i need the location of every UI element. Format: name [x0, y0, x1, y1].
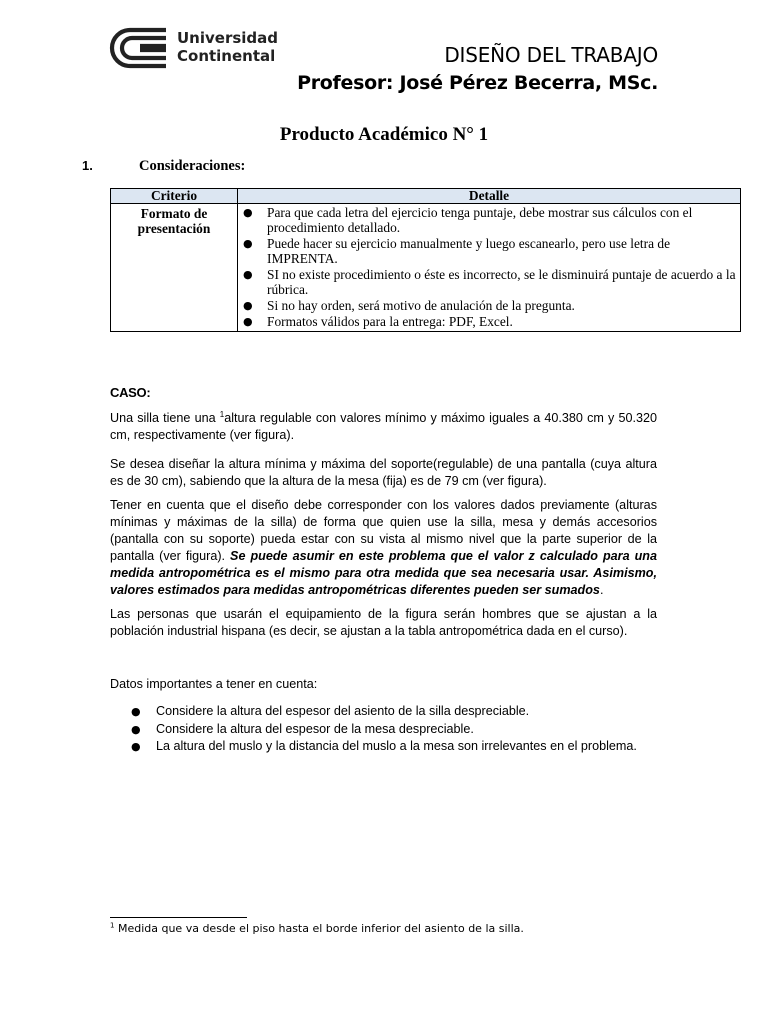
- bullet-icon: ●: [131, 740, 141, 753]
- header-detalle: Detalle: [238, 189, 741, 204]
- footnote-separator: [110, 917, 247, 918]
- detail-text: Para que cada letra del ejercicio tenga puntaje, debe mostrar sus cálculos con el procedimiento detallado.: [267, 205, 693, 235]
- case-paragraph-1: [110, 410, 657, 444]
- university-logo: [108, 26, 278, 70]
- list-item: [238, 298, 736, 313]
- logo-line-2: Continental: [177, 47, 276, 65]
- list-item: [238, 236, 736, 266]
- footnote: [110, 922, 524, 936]
- list-item: [238, 314, 736, 329]
- list-item: [238, 205, 736, 235]
- table-row: [111, 204, 741, 332]
- bullet-icon: ●: [243, 299, 253, 312]
- list-item: [110, 721, 637, 739]
- paragraph-end: .: [599, 583, 604, 597]
- criterion-cell: Formato de presentación: [111, 204, 238, 332]
- bullet-text: Considere la altura del espesor del asiento de la silla despreciable.: [156, 704, 530, 718]
- footnote-mark: 1: [110, 921, 115, 930]
- case-paragraph-4: Las personas que usarán el equipamiento de la figura serán hombres que se ajustan a la población industrial hispana (es decir, se ajustan a la tabla antropométrica dada en el curso).: [110, 607, 657, 638]
- bullet-icon: ●: [243, 237, 253, 250]
- footnote-ref: 1: [219, 409, 225, 419]
- case-heading: CASO:: [110, 385, 151, 400]
- important-data-list: [110, 703, 637, 756]
- section-number: 1.: [82, 158, 93, 173]
- paragraph-text: Tener en cuenta que el diseño debe corresponder con los valores dados previamente (alturas mínimas y máximas de la silla) de forma que quien use la silla, mesa y demás accesorios (pantalla con su soporte) pueda estar con su vista al mismo nivel que la parte superior de la pantalla (ver figura).: [110, 498, 657, 563]
- paragraph-text: altura regulable con valores mínimo y máximo iguales a 40.380 cm y 50.320 cm, respectivamente (ver figura).: [110, 411, 657, 442]
- criteria-table: [110, 188, 741, 332]
- bullet-icon: ●: [243, 315, 253, 328]
- list-item: [110, 703, 637, 721]
- case-paragraph-3: [110, 497, 657, 599]
- logo-line-1: Universidad: [177, 29, 279, 47]
- section-title: Consideraciones:: [139, 158, 246, 174]
- bullet-icon: ●: [131, 722, 141, 736]
- section-heading: [82, 158, 245, 175]
- table-header-row: [111, 189, 741, 204]
- list-item: [238, 267, 736, 297]
- logo-wordmark: [177, 29, 278, 65]
- logo-emblem-icon: [108, 26, 170, 70]
- paragraph-text: Una silla tiene una: [110, 411, 220, 425]
- detail-text: SI no existe procedimiento o éste es incorrecto, se le disminuirá puntaje de acuerdo a la rúbrica.: [267, 267, 736, 297]
- document-title: Producto Académico N° 1: [279, 124, 489, 145]
- header-criterio: Criterio: [111, 189, 238, 204]
- detail-text: Puede hacer su ejercicio manualmente y luego escanearlo, pero use letra de IMPRENTA.: [267, 236, 671, 266]
- course-title: DISEÑO DEL TRABAJO: [444, 43, 658, 67]
- emphasis-text: Se puede asumir en este problema que el valor z calculado para una medida antropométrica es el mismo para otra medida que sea necesaria usar. Asimismo, valores estimados para medidas antropométricas diferentes pueden ser sumados: [110, 549, 657, 597]
- bullet-icon: ●: [131, 705, 141, 718]
- detail-text: Si no hay orden, será motivo de anulación de la pregunta.: [267, 298, 575, 313]
- bullet-icon: ●: [243, 268, 253, 281]
- case-paragraph-2: Se desea diseñar la altura mínima y máxima del soporte(regulable) de una pantalla (cuya altura es de 30 cm), sabiendo que la altura de la mesa (fija) es de 79 cm (ver figura).: [110, 457, 657, 488]
- list-item: [110, 738, 637, 756]
- professor-name: Profesor: José Pérez Becerra, MSc.: [297, 72, 658, 94]
- bullet-text: La altura del muslo y la distancia del muslo a la mesa son irrelevantes en el problema.: [156, 739, 637, 753]
- detail-text: Formatos válidos para la entrega: PDF, Excel.: [267, 314, 513, 329]
- bullet-text: Considere la altura del espesor de la mesa despreciable.: [156, 721, 474, 736]
- detail-cell: [238, 204, 741, 332]
- case-paragraph-5: Datos importantes a tener en cuenta:: [110, 677, 318, 691]
- detail-list: [238, 205, 736, 329]
- footnote-text: Medida que va desde el piso hasta el borde inferior del asiento de la silla.: [114, 922, 524, 935]
- bullet-icon: ●: [243, 206, 253, 219]
